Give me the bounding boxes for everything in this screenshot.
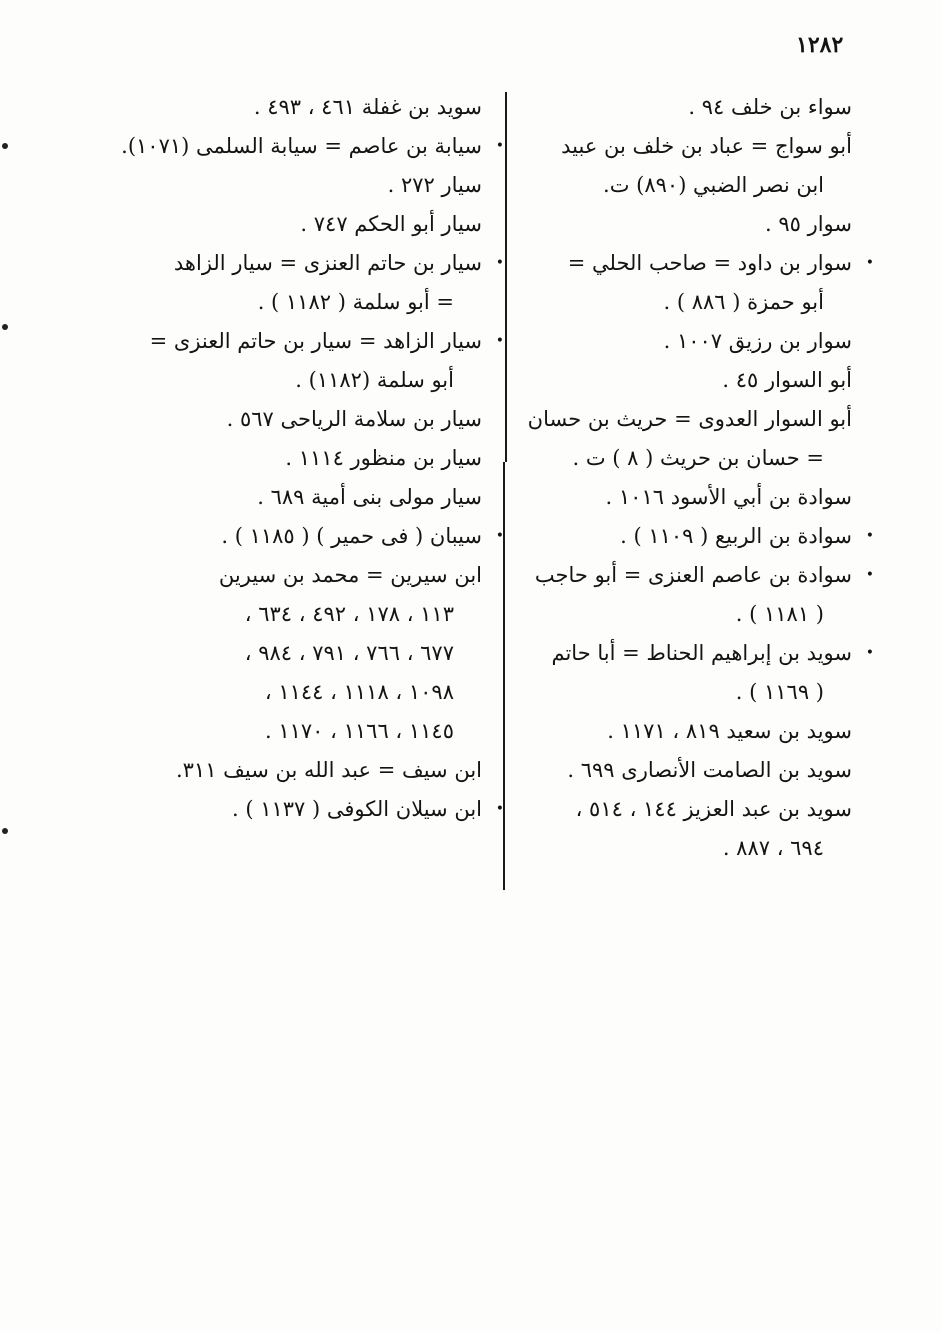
index-entry [520,478,852,517]
index-entry-line: ١١٤٥ ، ١١٦٦ ، ١١٧٠ . [264,719,454,743]
index-entry [520,127,852,205]
page-number: ١٢٨٢ [796,32,844,58]
index-entry [520,634,852,712]
index-entry-line: سوار ٩٥ . [764,212,852,236]
index-entry-line: سويد بن عبد العزيز ١٤٤ ، ٥١٤ ، [575,797,852,821]
index-entry-line: سويد بن سعيد ٨١٩ ، ١١٧١ . [607,719,852,743]
index-entry-line: سيار ٢٧٢ . [387,173,482,197]
index-entry-line: • سيبان ( فى حمير ) ( ١١٨٥ ) . [221,524,482,548]
index-entry-line: أبو السوار ٤٥ . [722,368,852,392]
index-entry-line: • سيار الزاهد = سيار بن حاتم العنزى = [149,329,482,353]
index-entry-line: سويد بن غفلة ٤٦١ ، ٤٩٣ . [253,95,482,119]
index-entry [520,517,852,556]
index-entry-line: سيار أبو الحكم ٧٤٧ . [300,212,482,236]
index-entry-line: ٦٧٧ ، ٧٦٦ ، ٧٩١ ، ٩٨٤ ، [244,641,454,665]
index-entry-line: • سيابة بن عاصم = سيابة السلمى (١٠٧١). [121,134,482,158]
index-entry [520,790,852,868]
margin-mark [2,143,8,149]
index-entry-line: سيار بن سلامة الرياحى ٥٦٧ . [226,407,482,431]
index-entry-line: ابن سيرين = محمد بن سيرين [218,563,482,587]
index-entry [122,166,482,205]
index-entry [520,400,852,478]
index-entry-line: سوار بن رزيق ١٠٠٧ . [663,329,852,353]
index-entry-line: ١٠٩٨ ، ١١١٨ ، ١١٤٤ ، [264,680,454,704]
index-entry-line: • سويد بن إبراهيم الحناط = أبا حاتم [551,641,852,665]
index-entry-line: سيار بن منظور ١١١٤ . [285,446,482,470]
index-entry [122,244,482,322]
index-entry [122,751,482,790]
index-entry [122,400,482,439]
index-entry [520,88,852,127]
index-entry-line: أبو السوار العدوى = حريث بن حسان [527,407,852,431]
column-divider-upper [505,92,507,462]
index-entry-line: أبو سلمة (١١٨٢) . [295,368,454,392]
margin-mark [2,828,8,834]
index-entry [520,244,852,322]
index-entry [122,517,482,556]
index-entry-line: • ابن سيلان الكوفى ( ١١٣٧ ) . [231,797,482,821]
index-column-left [122,88,482,829]
index-entry-line: ٦٩٤ ، ٨٨٧ . [722,836,824,860]
index-entry-line: ١١٣ ، ١٧٨ ، ٤٩٢ ، ٦٣٤ ، [244,602,454,626]
margin-mark [2,324,8,330]
index-entry-line: سويد بن الصامت الأنصارى ٦٩٩ . [567,758,852,782]
index-entry [122,790,482,829]
index-entry-line: • سوار بن داود = صاحب الحلي = [567,251,852,275]
index-entry [122,205,482,244]
index-entry [122,127,482,166]
index-entry [122,556,482,751]
index-entry [520,205,852,244]
index-entry [520,751,852,790]
index-entry [520,322,852,361]
index-column-right [520,88,852,868]
index-entry-line: ابن سيف = عبد الله بن سيف ٣١١. [175,758,482,782]
index-entry [122,439,482,478]
index-entry-line: ( ١١٦٩ ) . [735,680,824,704]
index-entry [122,322,482,400]
index-entry-line: = أبو سلمة ( ١١٨٢ ) . [257,290,454,314]
index-entry-line: أبو سواج = عباد بن خلف بن عبيد [561,134,852,158]
index-entry-line: ابن نصر الضبي (٨٩٠) ت. [603,173,824,197]
index-entry-line: • سيار بن حاتم العنزى = سيار الزاهد [173,251,482,275]
index-entry [520,361,852,400]
index-entry [122,478,482,517]
index-entry-line: = حسان بن حريث ( ٨ ) ت . [572,446,824,470]
index-entry-line: سيار مولى بنى أمية ٦٨٩ . [257,485,482,509]
index-entry-line: سوادة بن أبي الأسود ١٠١٦ . [605,485,852,509]
index-entry-line: سواء بن خلف ٩٤ . [688,95,852,119]
index-entry [122,88,482,127]
index-entry-line: ( ١١٨١ ) . [735,602,824,626]
index-entry-line: • سوادة بن الربيع ( ١١٠٩ ) . [620,524,852,548]
index-entry-line: أبو حمزة ( ٨٨٦ ) . [663,290,824,314]
index-entry-line: • سوادة بن عاصم العنزى = أبو حاجب [534,563,852,587]
index-entry [520,556,852,634]
index-entry [520,712,852,751]
